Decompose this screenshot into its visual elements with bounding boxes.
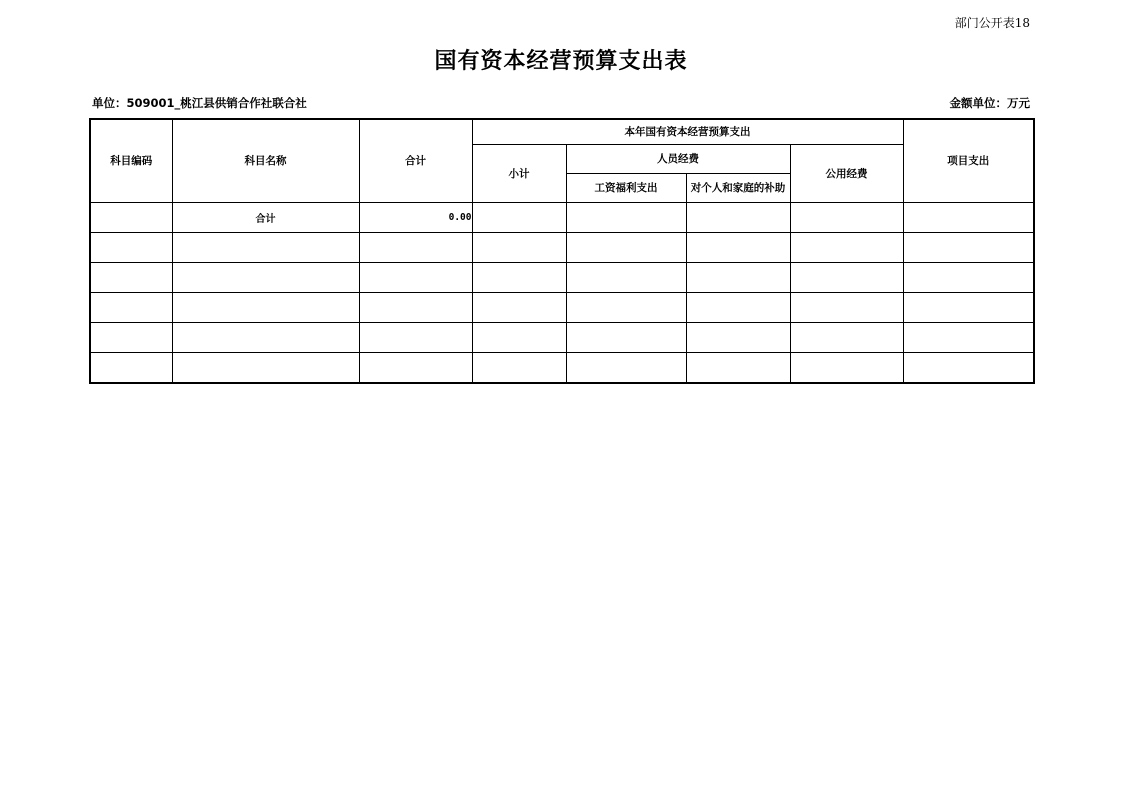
- cell-code: [90, 262, 172, 292]
- cell-public: [790, 322, 903, 352]
- header-subject-code: 科目编码: [90, 119, 172, 202]
- cell-salary: [566, 352, 686, 383]
- cell-code: [90, 322, 172, 352]
- table-row: [90, 322, 1034, 352]
- cell-subtotal: [472, 292, 566, 322]
- cell-salary: [566, 292, 686, 322]
- header-personnel: 人员经费: [566, 144, 790, 173]
- table-row: [90, 232, 1034, 262]
- cell-subtotal: [472, 232, 566, 262]
- cell-salary: [566, 322, 686, 352]
- cell-subtotal: [472, 352, 566, 383]
- cell-code: [90, 202, 172, 232]
- cell-code: [90, 232, 172, 262]
- cell-project: [903, 232, 1034, 262]
- cell-subtotal: [472, 322, 566, 352]
- header-salary-welfare: 工资福利支出: [566, 173, 686, 202]
- cell-salary: [566, 202, 686, 232]
- header-total: 合计: [359, 119, 472, 202]
- header-subtotal: 小计: [472, 144, 566, 202]
- cell-name: 合计: [172, 202, 359, 232]
- cell-public: [790, 232, 903, 262]
- cell-subsidy: [686, 202, 790, 232]
- form-number-label: 部门公开表18: [954, 16, 1030, 30]
- cell-subsidy: [686, 292, 790, 322]
- table-row: [90, 262, 1034, 292]
- table-row: [90, 202, 1034, 232]
- cell-subsidy: [686, 262, 790, 292]
- table-row: [90, 292, 1034, 322]
- cell-code: [90, 352, 172, 383]
- cell-project: [903, 322, 1034, 352]
- cell-subtotal: [472, 262, 566, 292]
- header-project-expense: 项目支出: [903, 119, 1034, 202]
- cell-subsidy: [686, 232, 790, 262]
- cell-project: [903, 292, 1034, 322]
- cell-total: [359, 352, 472, 383]
- cell-subsidy: [686, 352, 790, 383]
- header-subject-name: 科目名称: [172, 119, 359, 202]
- header-public-funds: 公用经费: [790, 144, 903, 202]
- cell-public: [790, 292, 903, 322]
- header-current-year: 本年国有资本经营预算支出: [472, 119, 903, 144]
- page-title: 国有资本经营预算支出表: [434, 48, 688, 74]
- cell-project: [903, 202, 1034, 232]
- cell-name: [172, 292, 359, 322]
- cell-name: [172, 262, 359, 292]
- cell-name: [172, 232, 359, 262]
- cell-public: [790, 262, 903, 292]
- cell-public: [790, 202, 903, 232]
- cell-name: [172, 322, 359, 352]
- cell-total: [359, 232, 472, 262]
- budget-expenditure-table: [89, 118, 1035, 384]
- cell-subtotal: [472, 202, 566, 232]
- cell-subsidy: [686, 322, 790, 352]
- cell-project: [903, 352, 1034, 383]
- cell-total: [359, 262, 472, 292]
- cell-total: [359, 292, 472, 322]
- cell-code: [90, 292, 172, 322]
- cell-total: [359, 322, 472, 352]
- unit-label: 单位：509001_桃江县供销合作社联合社: [92, 96, 307, 110]
- amount-unit-label: 金额单位：万元: [949, 96, 1030, 110]
- cell-project: [903, 262, 1034, 292]
- cell-name: [172, 352, 359, 383]
- header-row-1: [90, 119, 1034, 144]
- header-personal-family-subsidy: 对个人和家庭的补助: [686, 173, 790, 202]
- table-row: [90, 352, 1034, 383]
- cell-salary: [566, 232, 686, 262]
- cell-public: [790, 352, 903, 383]
- cell-total: 0.00: [359, 202, 472, 232]
- cell-salary: [566, 262, 686, 292]
